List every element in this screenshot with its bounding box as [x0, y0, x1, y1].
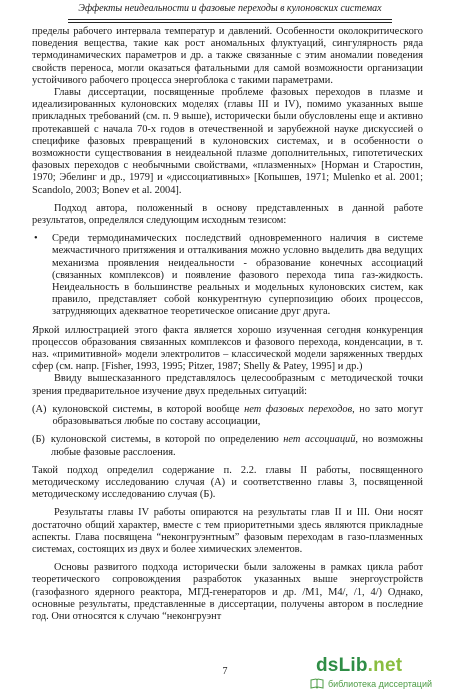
- watermark[interactable]: [310, 655, 440, 693]
- case-a-text: [52, 404, 423, 428]
- paragraph: Главы диссертации, посвященные проблеме фазовых переходов в плазме и идеализированных кулоновских моделях (главы III и IV), помимо указанных выше прикладных требований (см. п. 9 выше), исторически были обусловлены еще и активно протекавшей с начала 70-х годов в отечественной и зарубежной науке дискуссией о специфике фазовых превращений в кулоновских системах, и в особенности о возможности существования в неидеальной плазме дополнительных, гипотетических фазовых переходов с необычными свойствами, «плазменных» [Норман и Старостин, 1970; Эбелинг и др., 1979] и «диссоциативных» [Копышев, 1971; Mulenko et al. 2001; Scandolo, 2003; Bonev et al. 2004].: [32, 87, 423, 196]
- case-b-text: [51, 434, 423, 458]
- running-header: Эффекты неидеальности и фазовые переходы в кулоновских системах: [78, 3, 382, 14]
- case-b-label: (Б): [32, 434, 45, 446]
- header-rule: [68, 19, 392, 20]
- logo-tld: .net: [367, 655, 403, 676]
- case-a-label: (А): [32, 403, 47, 415]
- case-b-text-after: , но возможны любые фазовые расслоения.: [50, 434, 423, 458]
- case-a-text-after: , но зато могут образовываться любые по составу ассоциации,: [52, 403, 423, 428]
- header-rule: [68, 22, 392, 23]
- bullet-icon: •: [34, 233, 38, 245]
- case-b: [32, 434, 423, 458]
- paragraph: Ввиду вышесказанного представлялось целесообразным с методической точки зрения предварительное изучение двух предельных ситуаций:: [32, 373, 423, 397]
- page-number: 7: [222, 666, 228, 677]
- bullet-text: Среди термодинамических последствий одновременного наличия в системе межчастичного притяжения и отталкивания можно условно выделить два ведущих механизма проявления неидеальности - образование конечных ассоциаций (связанных комплексов) и появление фазового перехода типа газ-жидкость. Неидеальность в большинстве реальных и модельных кулоновских систем, как правило, представляет собой конкурентную суперпозицию обоих процессов, затрудняющих адекватное теоретическое описание друг друга.: [52, 233, 423, 318]
- body-text: [32, 26, 423, 623]
- paragraph: Такой подход определил содержание п. 2.2. главы II работы, посвященного методическому исследованию случая (А) и соответственно главы 3, посвященной методическому исследованию случая (Б).: [32, 464, 423, 501]
- case-a-emphasis: нет фазовых переходов: [244, 403, 353, 415]
- case-b-text-before: кулоновской системы, в которой по определению: [50, 434, 279, 446]
- case-a: [32, 404, 423, 428]
- paragraph: Яркой иллюстрацией этого факта является хорошо изученная сегодня конкуренция процессов образования связанных комплексов и фазового перехода, конденсации, в т. наз. «примитивной» модели электролитов – классической модели заряженных твердых сфер (см. напр. [Fisher, 1993, 1995; Pitzer, 1987; Shelly & Patey, 1995] и др.): [32, 324, 423, 373]
- case-a-text-before: кулоновской системы, в которой вообще: [52, 403, 240, 415]
- logo-main: dsLib: [316, 655, 368, 676]
- paragraph: Подход автора, положенный в основу представленных в данной работе результатов, определялся следующим исходным тезисом:: [32, 202, 423, 227]
- watermark-logo: [316, 655, 402, 677]
- paragraph: Результаты главы IV работы опираются на результаты глав II и III. Они носят достаточно общий характер, вместе с тем приоритетными здесь являются прикладные аспекты. Глава посвящена “неконгруэнтным” фазовым переходам в газо-плазменных системах, состоящих из двух и более химических элементов.: [32, 507, 423, 555]
- paragraph: Основы развитого подхода исторически были заложены в рамках цикла работ теоретического сопровождения разработок указанных выше энергоустройств (газофазного ядерного реактора, МГД-генераторов и др. /M1, M4/, /1, 4/) Однако, основные результаты, представленные в диссертации, получены автором в последние год. Они относятся к случаю “неконгруэнт: [32, 562, 423, 622]
- case-b-emphasis: нет ассоциаций: [283, 434, 356, 446]
- book-icon: [310, 678, 324, 689]
- bullet-item: [32, 233, 423, 318]
- watermark-subtitle: библиотека диссертаций: [328, 679, 433, 689]
- paragraph: пределы рабочего интервала температур и давлений. Особенности околокритического поведения вещества, такие как рост аномальных флуктуаций, сингулярность ряда термодинамических параметров и др. а также связанные с этим аномалии поведения свойств переноса, могли оказаться фатальными для самой возможности организации устойчивого рабочего процесса энергоблока с такими параметрами.: [32, 26, 423, 86]
